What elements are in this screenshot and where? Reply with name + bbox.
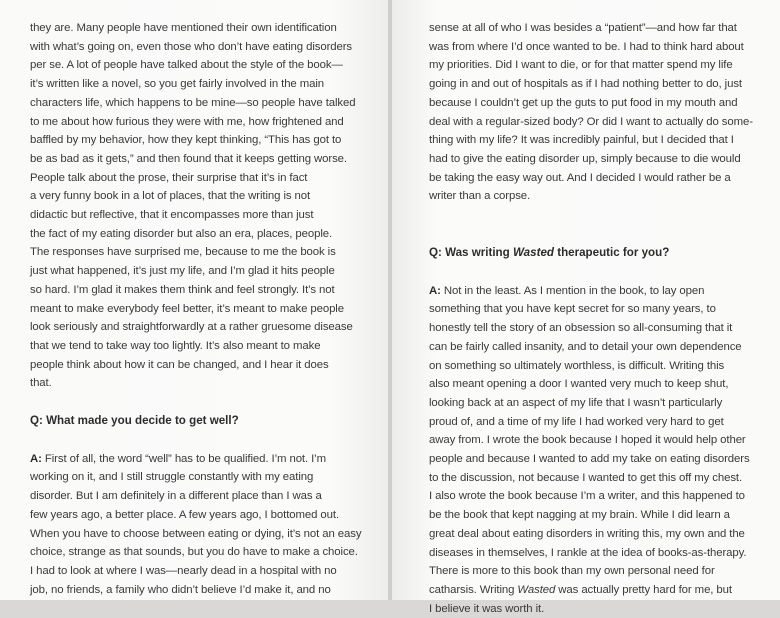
text-line: meant to make everybody feel better, it’s meant to make people [30, 302, 344, 315]
text-line: When you have to choose between eating or dying, it’s not an easy [30, 527, 362, 540]
left-paragraph-1 [30, 19, 374, 393]
text-line: looking back at an aspect of my life that I wasn’t particularly [429, 396, 723, 409]
book-title: Wasted [512, 246, 554, 260]
text-line: diseases in themselves, I rankle at the idea of books-as-therapy. [429, 546, 747, 559]
answer-label: A: [429, 284, 441, 297]
text-line: thing with my life? It was incredibly painful, but I decided that I [429, 134, 734, 147]
text-line: look seriously and straightforwardly at a rather gruesome disease [30, 321, 353, 334]
left-page [0, 0, 388, 600]
text-line: with what’s going on, even those who don’t have eating disorders [30, 40, 353, 53]
text-line: people think about how it can be changed, and I hear it does [30, 358, 329, 371]
text-line: The responses have surprised me, because to me the book is [30, 246, 336, 259]
text-line: can be fairly called insanity, and to detail your own dependence [429, 340, 742, 353]
text-line: to me about how furious they were with me, how frightened and [30, 115, 344, 128]
text-line: going in and out of hospitals as if I had nothing better to do, just [429, 78, 742, 91]
text-line: I also wrote the book because I’m a writer, and this happened to [429, 490, 745, 503]
text-line: that. [30, 377, 52, 390]
text-line: also meant opening a door I wanted very much to keep shut, [429, 378, 729, 391]
answer-therapeutic [429, 282, 762, 618]
right-paragraph-1 [429, 19, 762, 206]
answer-get-well [30, 450, 374, 600]
text-line: it’s written like a novel, so you get fairly involved in the main [30, 78, 325, 91]
text-line: that we tend to take way too lightly. It’s also meant to make [30, 339, 321, 352]
text-line: job, no friends, a family who didn’t believe I’d make it, and no [30, 583, 331, 596]
text-line: a very funny book in a lot of places, that the writing is not [30, 190, 311, 203]
text-line: to the discussion, not because I wanted to get this off my chest. [429, 471, 743, 484]
right-page [392, 0, 780, 615]
question-prefix: Q: Was writing [429, 246, 513, 260]
answer-first-line [429, 282, 762, 301]
text-line: was from where I’d once wanted to be. I had to think hard about [429, 40, 744, 53]
text-line: few years ago, a better place. A few years ago, I bottomed out. [30, 508, 340, 521]
text-line: honestly tell the story of an obsession so all-consuming that it [429, 322, 733, 335]
text-line: be as bad as it gets,” and then found that it keeps getting worse. [30, 152, 347, 165]
text-line: I believe it was worth it. [429, 602, 545, 615]
text-line: working on it, and I still struggle constantly with my eating [30, 471, 314, 484]
text-line: I had to look at where I was—nearly dead in a hospital with no [30, 564, 337, 577]
answer-text: Not in the least. As I mention in the book, to lay open [440, 284, 705, 297]
text-line: on something so ultimately worthless, is difficult. Writing this [429, 359, 725, 372]
text-line: per se. A lot of people have talked about the style of the book— [30, 59, 343, 72]
book-title: Wasted [517, 583, 556, 596]
text-line: be taking the easy way out. And I decided I would rather be a [429, 171, 731, 184]
text-line: sense at all of who I was besides a “patient”—and how far that [429, 22, 737, 34]
text-line: deal with a regular-sized body? Or did I want to actually do some- [429, 115, 753, 128]
text-line: People talk about the prose, their surprise that it’s in fact [30, 171, 308, 184]
text-line [429, 581, 762, 600]
text-line: my priorities. Did I want to die, or for that matter spend my life [429, 59, 733, 72]
answer-text: First of all, the word “well” has to be qualified. I’m not. I’m [41, 452, 327, 465]
text-line: so hard. I’m glad it makes them think and feel strongly. It’s not [30, 283, 335, 296]
text-line: they are. Many people have mentioned their own identification [30, 22, 337, 34]
line-prefix: catharsis. Writing [429, 583, 518, 596]
text-line: be the book that kept nagging at my brain. While I did learn a [429, 509, 730, 522]
text-line: just what happened, it’s just my life, and I’m glad it hits people [30, 265, 335, 278]
question-suffix: therapeutic for you? [553, 246, 670, 260]
text-line: had to give the eating disorder up, simply because to die would [429, 152, 741, 165]
text-line: great deal about eating disorders in writing this, my own and the [429, 527, 745, 540]
answer-first-line [30, 450, 374, 469]
line-suffix: was actually pretty hard for me, but [555, 583, 732, 596]
text-line: disorder. But I am definitely in a different place than I was a [30, 490, 322, 503]
text-line: There is more to this book than my own personal need for [429, 565, 715, 578]
text-line: people and because I wanted to add my take on eating disorders [429, 453, 750, 466]
text-line: choice, strange as that sounds, but you do have to make a choice. [30, 546, 358, 559]
text-line: baffled by my behavior, how they kept thinking, “This has got to [30, 134, 342, 147]
text-line: didactic but reflective, that it encompasses more than just [30, 209, 314, 222]
text-line: proud of, and a time of my life I had worked very hard to get [429, 415, 724, 428]
text-line: away from. I wrote the book because I hoped it would help other [429, 434, 746, 447]
question-therapeutic [429, 244, 762, 263]
text-line: characters life, which happens to be mine—so people have talked [30, 96, 356, 109]
text-line: because I couldn’t get up the guts to put food in my mouth and [429, 96, 738, 109]
text-line: the fact of my eating disorder but also an era, places, people. [30, 227, 333, 240]
text-line: writer than a corpse. [429, 190, 531, 203]
question-get-well: Q: What made you decide to get well? [30, 414, 239, 428]
answer-label: A: [30, 452, 42, 465]
text-line: something that you have kept secret for so many years, to [429, 303, 716, 316]
